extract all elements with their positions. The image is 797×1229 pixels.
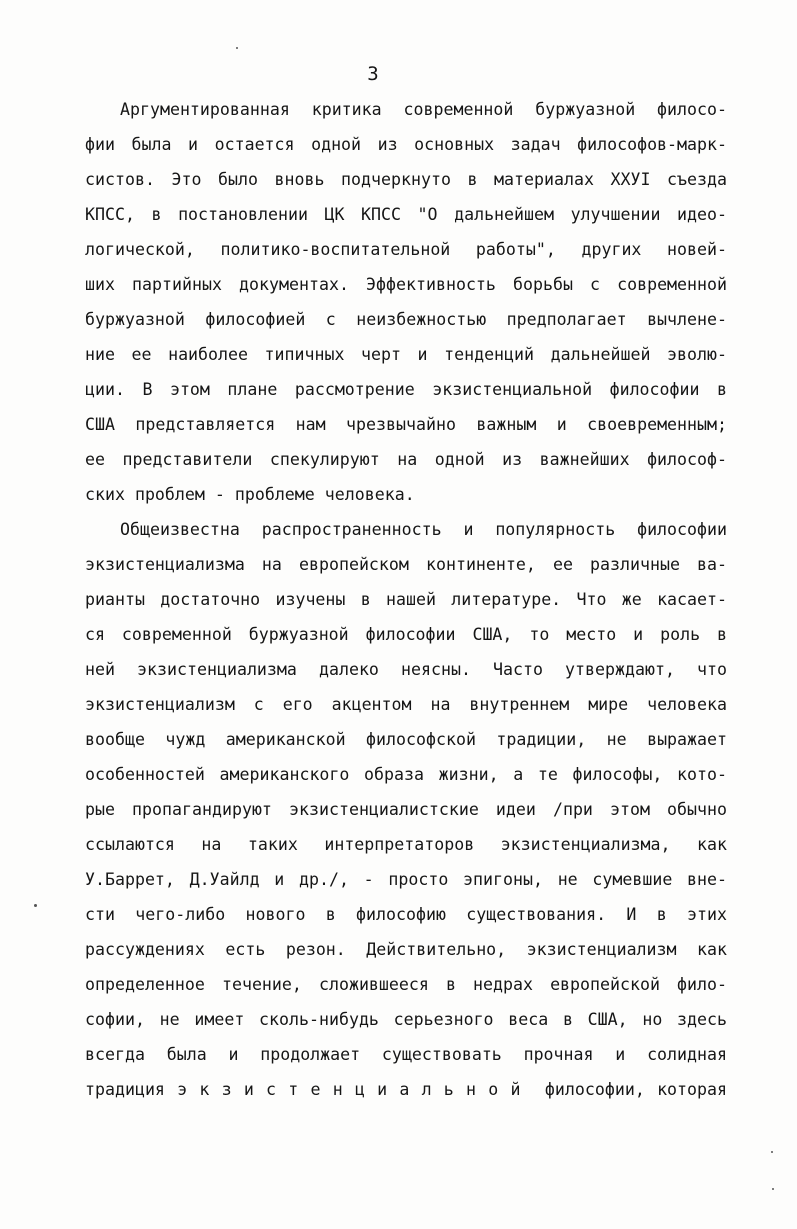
scan-speck	[772, 1188, 774, 1190]
text-line: традиция э к з и с т е н ц и а л ь н о й философии, которая	[85, 1080, 727, 1099]
text-line: экзистенциализма на европейском континенте, ее различные ва-	[85, 555, 727, 574]
text-line: У.Баррет, Д.Уайлд и др./, - просто эпигоны, не сумевшие вне-	[85, 870, 727, 889]
text-line: вообще чужд американской философской традиции, не выражает	[85, 730, 727, 749]
text-line: буржуазной философией с неизбежностью предполагает вычлене-	[85, 310, 727, 329]
page-number: 3	[367, 63, 379, 85]
scan-speck	[771, 1151, 773, 1153]
text-line: рые пропагандируют экзистенциалистские идеи /при этом обычно	[85, 800, 727, 819]
text-line: США представляется нам чрезвычайно важным и своевременным;	[85, 415, 727, 434]
text-line: ней экзистенциализма далеко неясны. Часто утверждают, что	[85, 660, 727, 679]
text-line: сти чего-либо нового в философию существования. И в этих	[85, 905, 727, 924]
text-line: Аргументированная критика современной буржуазной филосо-	[120, 100, 727, 119]
text-line: особенностей американского образа жизни, а те философы, кото-	[85, 765, 727, 784]
text-line: экзистенциализм с его акцентом на внутреннем мире человека	[85, 695, 727, 714]
text-line: ся современной буржуазной философии США, то место и роль в	[85, 625, 727, 644]
text-line: систов. Это было вновь подчеркнуто в материалах XXУI съезда	[85, 170, 727, 189]
text-line: ние ее наиболее типичных черт и тенденций дальнейшей эволю-	[85, 345, 727, 364]
text-line: ших партийных документах. Эффективность борьбы с современной	[85, 275, 727, 294]
text-line: Общеизвестна распространенность и популярность философии	[120, 520, 727, 539]
text-line: логической, политико-воспитательной работы", других новей-	[85, 240, 727, 259]
text-line: рассуждениях есть резон. Действительно, экзистенциализм как	[85, 940, 727, 959]
text-line: ции. В этом плане рассмотрение экзистенциальной философии в	[85, 380, 727, 399]
text-line: рианты достаточно изучены в нашей литературе. Что же касает-	[85, 590, 727, 609]
text-line: софии, не имеет сколь-нибудь серьезного веса в США, но здесь	[85, 1010, 727, 1029]
text-line: ских проблем - проблеме человека.	[85, 485, 415, 504]
scan-speck	[236, 47, 238, 49]
text-line: ссылаются на таких интерпретаторов экзистенциализма, как	[85, 835, 727, 854]
text-line: всегда была и продолжает существовать прочная и солидная	[85, 1045, 727, 1064]
text-line: фии была и остается одной из основных задач философов-марк-	[85, 135, 727, 154]
text-line: ее представители спекулируют на одной из важнейших философ-	[85, 450, 727, 469]
text-line: определенное течение, сложившееся в недрах европейской фило-	[85, 975, 727, 994]
text-line: КПСС, в постановлении ЦК КПСС "О дальнейшем улучшении идео-	[85, 205, 727, 224]
scan-speck	[34, 904, 37, 907]
